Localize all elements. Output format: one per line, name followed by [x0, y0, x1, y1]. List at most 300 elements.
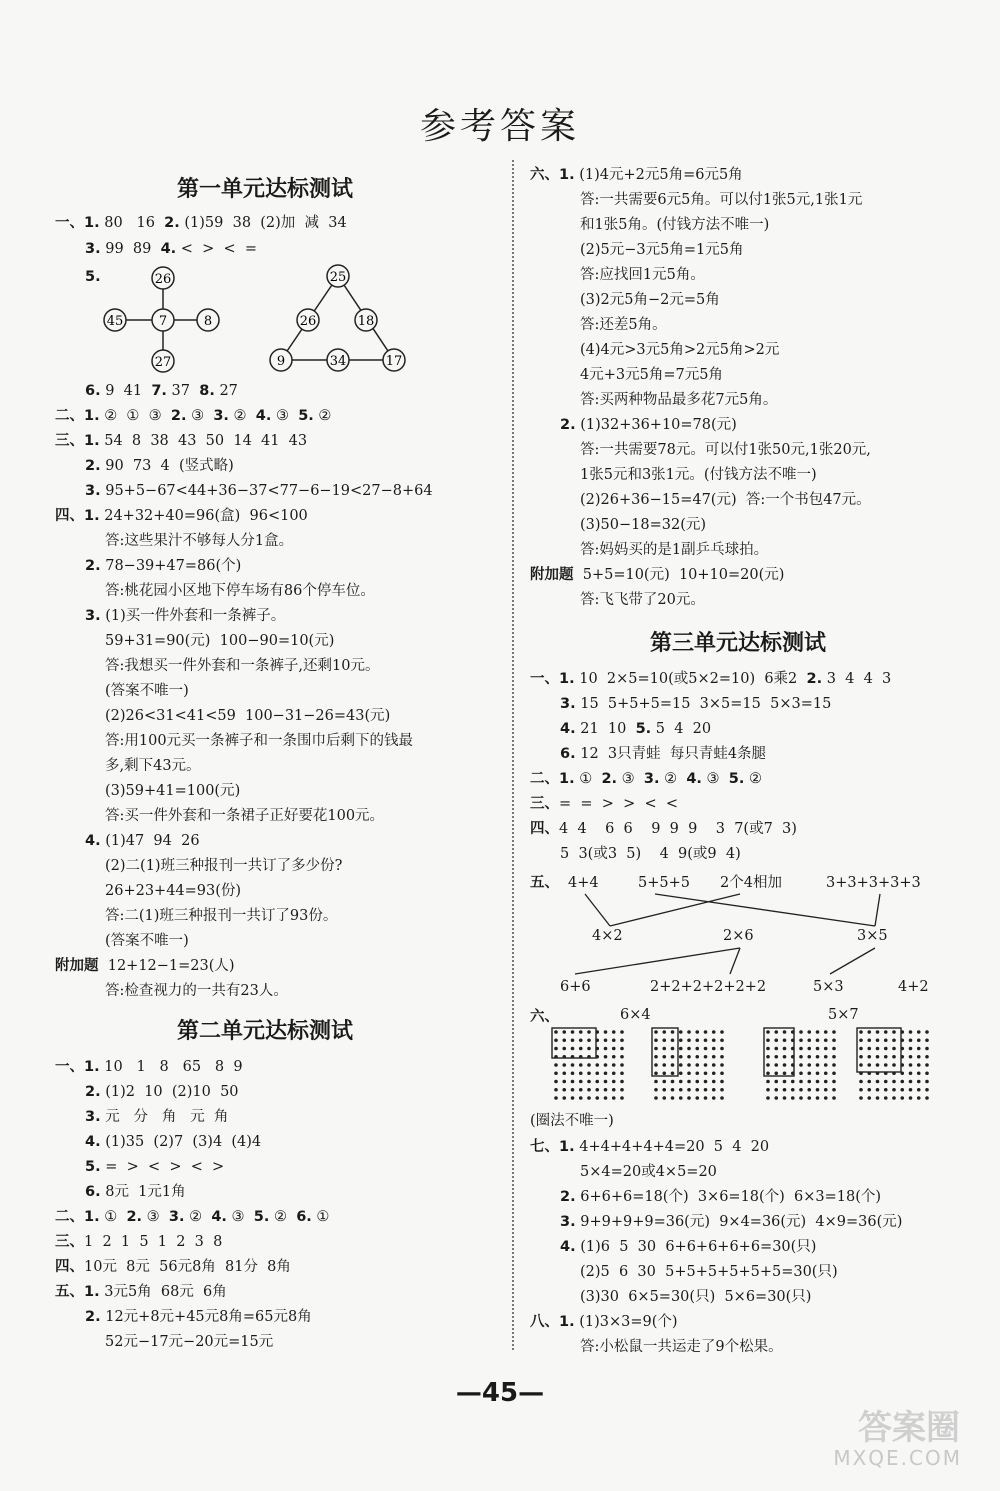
dot — [799, 1080, 803, 1084]
answer-line: 六、1. (1)4元+2元5角=6元5角 — [530, 167, 743, 183]
dot — [774, 1063, 778, 1067]
dot — [816, 1063, 820, 1067]
dot — [816, 1055, 820, 1059]
dot — [604, 1071, 608, 1075]
watermark-site: MXQE.COM — [833, 1446, 962, 1470]
answer-line: 二、1. ② ① ③ 2. ③ 3. ② 4. ③ 5. ② — [55, 408, 332, 424]
dot — [900, 1096, 904, 1100]
node-bottom-right: 17 — [385, 354, 403, 369]
circle-diagrams — [95, 260, 425, 380]
cross-diagram — [104, 267, 219, 372]
dot — [791, 1080, 795, 1084]
dot — [799, 1055, 803, 1059]
match-bottom-3: 5×3 — [813, 979, 844, 995]
answer-line: 附加题 12+12−1=23(人) — [55, 958, 235, 974]
dot — [832, 1096, 836, 1100]
dot — [604, 1047, 608, 1051]
dot — [612, 1071, 616, 1075]
dot — [704, 1071, 708, 1075]
answer-line: (3)30 6×5=30(只) 5×6=30(只) — [580, 1289, 812, 1305]
dots-caption-1: 6×4 — [620, 1007, 651, 1023]
dot — [587, 1063, 591, 1067]
dot — [562, 1038, 566, 1042]
answer-line: 二、1. ① 2. ③ 3. ② 4. ③ 5. ② — [530, 771, 762, 787]
dot — [554, 1088, 558, 1092]
dot — [766, 1030, 770, 1034]
dot — [620, 1063, 624, 1067]
dot — [925, 1088, 929, 1092]
dot — [720, 1055, 724, 1059]
dot — [587, 1071, 591, 1075]
answer-line: 二、1. ① 2. ③ 3. ② 4. ③ 5. ② 6. ① — [55, 1209, 330, 1225]
dot — [832, 1063, 836, 1067]
dot — [579, 1047, 583, 1051]
dot — [712, 1096, 716, 1100]
dot — [876, 1063, 880, 1067]
dot — [662, 1088, 666, 1092]
dot — [807, 1071, 811, 1075]
dot — [595, 1030, 599, 1034]
answer-line: 2. 12元+8元+45元8角=65元8角 — [85, 1309, 312, 1325]
dot — [671, 1055, 675, 1059]
answer-line: 4. (1)47 94 26 — [85, 833, 200, 849]
dot — [687, 1088, 691, 1092]
dot — [766, 1096, 770, 1100]
answer-line: 三、1 2 1 5 1 2 3 8 — [55, 1234, 223, 1250]
q5-label: 5. — [85, 269, 101, 285]
dot — [925, 1030, 929, 1034]
dot — [620, 1071, 624, 1075]
dot — [859, 1071, 863, 1075]
dot — [579, 1096, 583, 1100]
dot — [799, 1071, 803, 1075]
dot — [859, 1080, 863, 1084]
dot — [687, 1047, 691, 1051]
answer-line: 一、1. 10 2×5=10(或5×2=10) 6乘2 2. 3 4 4 3 — [530, 671, 892, 687]
dot — [695, 1080, 699, 1084]
dot — [587, 1030, 591, 1034]
dot — [884, 1063, 888, 1067]
answer-line: 59+31=90(元) 100−90=10(元) — [105, 633, 335, 649]
dot — [595, 1096, 599, 1100]
answer-line: 答:一共需要78元。可以付1张50元,1张20元, — [580, 442, 871, 458]
dot — [562, 1071, 566, 1075]
dots-note: (圈法不唯一) — [530, 1113, 614, 1129]
answer-line: 答:用100元买一条裤子和一条围巾后剩下的钱最 — [105, 733, 414, 749]
answer-line: (3)59+41=100(元) — [105, 783, 241, 799]
dot — [799, 1088, 803, 1092]
dot — [900, 1088, 904, 1092]
dot — [687, 1071, 691, 1075]
dot — [884, 1038, 888, 1042]
dot — [909, 1096, 913, 1100]
dot — [604, 1063, 608, 1067]
dot — [824, 1030, 828, 1034]
dot — [687, 1038, 691, 1042]
dot — [909, 1080, 913, 1084]
answer-line: 八、1. (1)3×3=9(个) — [530, 1314, 678, 1330]
dot — [612, 1047, 616, 1051]
dot — [892, 1088, 896, 1092]
dot — [791, 1038, 795, 1042]
dot — [604, 1088, 608, 1092]
dot — [571, 1047, 575, 1051]
dot — [704, 1055, 708, 1059]
dot — [662, 1047, 666, 1051]
dot — [867, 1088, 871, 1092]
dot — [917, 1055, 921, 1059]
answer-line: (答案不唯一) — [105, 933, 189, 949]
dot — [704, 1063, 708, 1067]
dot-arrays — [550, 1026, 970, 1106]
dot — [612, 1055, 616, 1059]
dot — [595, 1047, 599, 1051]
dot — [783, 1038, 787, 1042]
dot — [783, 1071, 787, 1075]
dot — [799, 1030, 803, 1034]
answer-line: 6. 12 3只青蛙 每只青蛙4条腿 — [560, 746, 767, 762]
dot — [612, 1030, 616, 1034]
dot — [671, 1047, 675, 1051]
dot — [917, 1047, 921, 1051]
dot — [900, 1055, 904, 1059]
match-mid-2: 2×6 — [723, 928, 754, 944]
dot — [884, 1047, 888, 1051]
dot — [579, 1038, 583, 1042]
dot — [712, 1063, 716, 1067]
node-bottom-left: 9 — [276, 354, 286, 369]
dot — [712, 1038, 716, 1042]
dot — [876, 1047, 880, 1051]
dot — [807, 1088, 811, 1092]
dot — [604, 1096, 608, 1100]
answer-line: 3. 元 分 角 元 角 — [85, 1109, 229, 1125]
answer-line: 四、1. 24+32+40=96(盒) 96<100 — [55, 508, 308, 524]
node-mid-left: 26 — [299, 314, 317, 329]
dot — [892, 1055, 896, 1059]
dot — [620, 1047, 624, 1051]
column-divider — [512, 160, 514, 1350]
answer-line: 2. 6+6+6=18(个) 3×6=18(个) 6×3=18(个) — [560, 1189, 882, 1205]
dot — [909, 1071, 913, 1075]
dot — [791, 1088, 795, 1092]
dot — [774, 1088, 778, 1092]
dot — [720, 1071, 724, 1075]
dot — [824, 1096, 828, 1100]
dot — [654, 1096, 658, 1100]
dot — [595, 1080, 599, 1084]
dot — [612, 1038, 616, 1042]
dot — [612, 1096, 616, 1100]
dot — [917, 1030, 921, 1034]
dot — [679, 1055, 683, 1059]
dot — [704, 1088, 708, 1092]
dot — [824, 1071, 828, 1075]
answer-line: 答:应找回1元5角。 — [580, 267, 705, 283]
dot — [867, 1038, 871, 1042]
dot — [925, 1055, 929, 1059]
dot — [925, 1047, 929, 1051]
dot — [562, 1030, 566, 1034]
dot — [824, 1038, 828, 1042]
dot — [612, 1080, 616, 1084]
dot — [579, 1080, 583, 1084]
dot — [712, 1047, 716, 1051]
dot — [654, 1088, 658, 1092]
answer-line: (3)50−18=32(元) — [580, 517, 707, 533]
dot — [876, 1088, 880, 1092]
dot — [791, 1071, 795, 1075]
answer-line: 5×4=20或4×5=20 — [580, 1164, 717, 1180]
dot — [662, 1096, 666, 1100]
dot — [604, 1030, 608, 1034]
answer-line: 答:小松鼠一共运走了9个松果。 — [580, 1339, 783, 1355]
dot — [824, 1080, 828, 1084]
dot — [892, 1080, 896, 1084]
dot — [695, 1063, 699, 1067]
dot — [900, 1080, 904, 1084]
answer-line: (2)二(1)班三种报刊一共订了多少份? — [105, 858, 343, 874]
dot — [867, 1080, 871, 1084]
answer-line: 答:我想买一件外套和一条裤子,还剩10元。 — [105, 658, 380, 674]
dot — [662, 1038, 666, 1042]
triangle-diagram — [270, 265, 405, 371]
dot — [662, 1055, 666, 1059]
dot — [816, 1071, 820, 1075]
dot — [925, 1071, 929, 1075]
match-top-1: 4+4 — [568, 875, 599, 891]
answer-line: 4元+3元5角=7元5角 — [580, 367, 723, 383]
answer-line: 1张5元和3张1元。(付钱方法不唯一) — [580, 467, 817, 483]
dot — [774, 1080, 778, 1084]
dot — [571, 1063, 575, 1067]
answer-line: 3. 15 5+5+5=15 3×5=15 5×3=15 — [560, 696, 832, 712]
answer-line: (2)26<31<41<59 100−31−26=43(元) — [105, 708, 391, 724]
dot — [704, 1096, 708, 1100]
dot — [554, 1047, 558, 1051]
dot — [917, 1088, 921, 1092]
dot — [571, 1080, 575, 1084]
dot — [562, 1088, 566, 1092]
dot — [900, 1038, 904, 1042]
dot — [579, 1071, 583, 1075]
dot — [620, 1096, 624, 1100]
dot — [783, 1055, 787, 1059]
dot — [774, 1071, 778, 1075]
dot — [654, 1063, 658, 1067]
dot — [884, 1071, 888, 1075]
answer-line: 一、1. 80 16 2. (1)59 38 (2)加 减 34 — [55, 215, 347, 231]
dot — [859, 1038, 863, 1042]
answer-line: 26+23+44=93(份) — [105, 883, 242, 899]
dot — [859, 1096, 863, 1100]
dot — [892, 1030, 896, 1034]
match-mid-3: 3×5 — [857, 928, 888, 944]
dot — [816, 1096, 820, 1100]
dot — [832, 1047, 836, 1051]
dot — [766, 1080, 770, 1084]
match-top-2: 5+5+5 — [638, 875, 690, 891]
dot — [654, 1080, 658, 1084]
dot — [783, 1088, 787, 1092]
dot — [704, 1080, 708, 1084]
dot — [687, 1030, 691, 1034]
dot — [917, 1038, 921, 1042]
dot — [917, 1080, 921, 1084]
answer-line: 三、= = > > < < — [530, 796, 678, 812]
dot — [917, 1096, 921, 1100]
dot — [695, 1096, 699, 1100]
dot — [884, 1096, 888, 1100]
dot — [562, 1055, 566, 1059]
dot — [595, 1038, 599, 1042]
dot — [766, 1071, 770, 1075]
dot — [571, 1096, 575, 1100]
dot — [799, 1096, 803, 1100]
dot — [867, 1071, 871, 1075]
dot — [766, 1055, 770, 1059]
dot — [579, 1030, 583, 1034]
node-center: 7 — [158, 314, 168, 329]
dot — [884, 1055, 888, 1059]
dot — [859, 1030, 863, 1034]
dot — [859, 1088, 863, 1092]
dot — [562, 1063, 566, 1067]
dot — [671, 1071, 675, 1075]
dot — [671, 1030, 675, 1034]
answer-line: (4)4元>3元5角>2元5角>2元 — [580, 342, 780, 358]
dot — [824, 1063, 828, 1067]
dot — [909, 1030, 913, 1034]
dot — [654, 1055, 658, 1059]
dot — [816, 1080, 820, 1084]
dot — [595, 1063, 599, 1067]
answer-line: 三、1. 54 8 38 43 50 14 41 43 — [55, 433, 308, 449]
dot — [571, 1030, 575, 1034]
dot — [654, 1030, 658, 1034]
dot — [571, 1071, 575, 1075]
dot — [712, 1071, 716, 1075]
dot — [587, 1088, 591, 1092]
dot — [662, 1080, 666, 1084]
dot — [783, 1096, 787, 1100]
dot — [562, 1080, 566, 1084]
dot — [892, 1063, 896, 1067]
dot — [876, 1055, 880, 1059]
dot — [909, 1088, 913, 1092]
dot — [867, 1096, 871, 1100]
dot — [604, 1055, 608, 1059]
dot — [925, 1080, 929, 1084]
page-title: 参考答案 — [419, 106, 580, 147]
dot — [824, 1088, 828, 1092]
answer-line: 答:妈妈买的是1副乒乓球拍。 — [580, 542, 769, 558]
dot — [909, 1047, 913, 1051]
answer-line: 6. 9 41 7. 37 8. 27 — [85, 383, 238, 399]
dot — [679, 1038, 683, 1042]
match-bottom-1: 6+6 — [560, 979, 591, 995]
dot — [595, 1088, 599, 1092]
dot — [783, 1080, 787, 1084]
dot — [799, 1047, 803, 1051]
dot — [595, 1071, 599, 1075]
dot — [679, 1071, 683, 1075]
dot — [791, 1096, 795, 1100]
answer-line: 3. (1)买一件外套和一条裤子。 — [85, 608, 286, 624]
dot — [917, 1063, 921, 1067]
dot — [876, 1038, 880, 1042]
dot — [604, 1038, 608, 1042]
dot — [671, 1063, 675, 1067]
dot — [900, 1071, 904, 1075]
page-number: —45— — [455, 1378, 545, 1408]
answer-line: 3. 9+9+9+9=36(元) 9×4=36(元) 4×9=36(元) — [560, 1214, 903, 1230]
dot — [671, 1088, 675, 1092]
answer-line: 3. 95+5−67<44+36−37<77−6−19<27−8+64 — [85, 483, 433, 499]
dot — [571, 1038, 575, 1042]
dot — [867, 1030, 871, 1034]
dot — [679, 1088, 683, 1092]
dot — [892, 1096, 896, 1100]
dot — [892, 1047, 896, 1051]
dot — [925, 1096, 929, 1100]
dot — [884, 1088, 888, 1092]
dot — [587, 1047, 591, 1051]
answer-line: 4. (1)6 5 30 6+6+6+6+6=30(只) — [560, 1239, 817, 1255]
node-bottom: 27 — [154, 355, 172, 370]
dot — [766, 1088, 770, 1092]
dot — [892, 1071, 896, 1075]
answer-line: 2. 90 73 4 (竖式略) — [85, 458, 234, 474]
dot — [671, 1096, 675, 1100]
dot — [620, 1055, 624, 1059]
dot — [816, 1047, 820, 1051]
dot — [774, 1047, 778, 1051]
dot — [909, 1055, 913, 1059]
unit1-title: 第一单元达标测试 — [177, 177, 354, 202]
answer-line: 2. 78−39+47=86(个) — [85, 558, 242, 574]
dot — [671, 1080, 675, 1084]
answer-line: 2. (1)2 10 (2)10 50 — [85, 1084, 239, 1100]
dot — [807, 1055, 811, 1059]
dot — [807, 1038, 811, 1042]
dot — [791, 1055, 795, 1059]
dot — [859, 1063, 863, 1067]
dot — [671, 1038, 675, 1042]
answer-line: 四、4 4 6 6 9 9 9 3 7(或7 3) — [530, 821, 797, 837]
dot — [876, 1080, 880, 1084]
answer-line: (2)5 6 30 5+5+5+5+5+5=30(只) — [580, 1264, 838, 1280]
answer-line: 6. 8元 1元1角 — [85, 1184, 186, 1200]
answer-line: 52元−17元−20元=15元 — [105, 1334, 274, 1350]
dot — [925, 1038, 929, 1042]
dot — [695, 1030, 699, 1034]
answer-line: 答:飞飞带了20元。 — [580, 592, 705, 608]
dot — [554, 1038, 558, 1042]
node-mid-right: 18 — [357, 314, 375, 329]
dot — [595, 1055, 599, 1059]
dot — [720, 1030, 724, 1034]
dot — [832, 1088, 836, 1092]
answer-line: 一、1. 10 1 8 65 8 9 — [55, 1059, 243, 1075]
answer-line: 2. (1)32+36+10=78(元) — [560, 417, 737, 433]
dot — [720, 1088, 724, 1092]
dot — [662, 1071, 666, 1075]
dot — [687, 1080, 691, 1084]
dot — [917, 1071, 921, 1075]
dots-label: 六、 — [530, 1009, 559, 1025]
answer-line: 附加题 5+5=10(元) 10+10=20(元) — [530, 567, 785, 583]
